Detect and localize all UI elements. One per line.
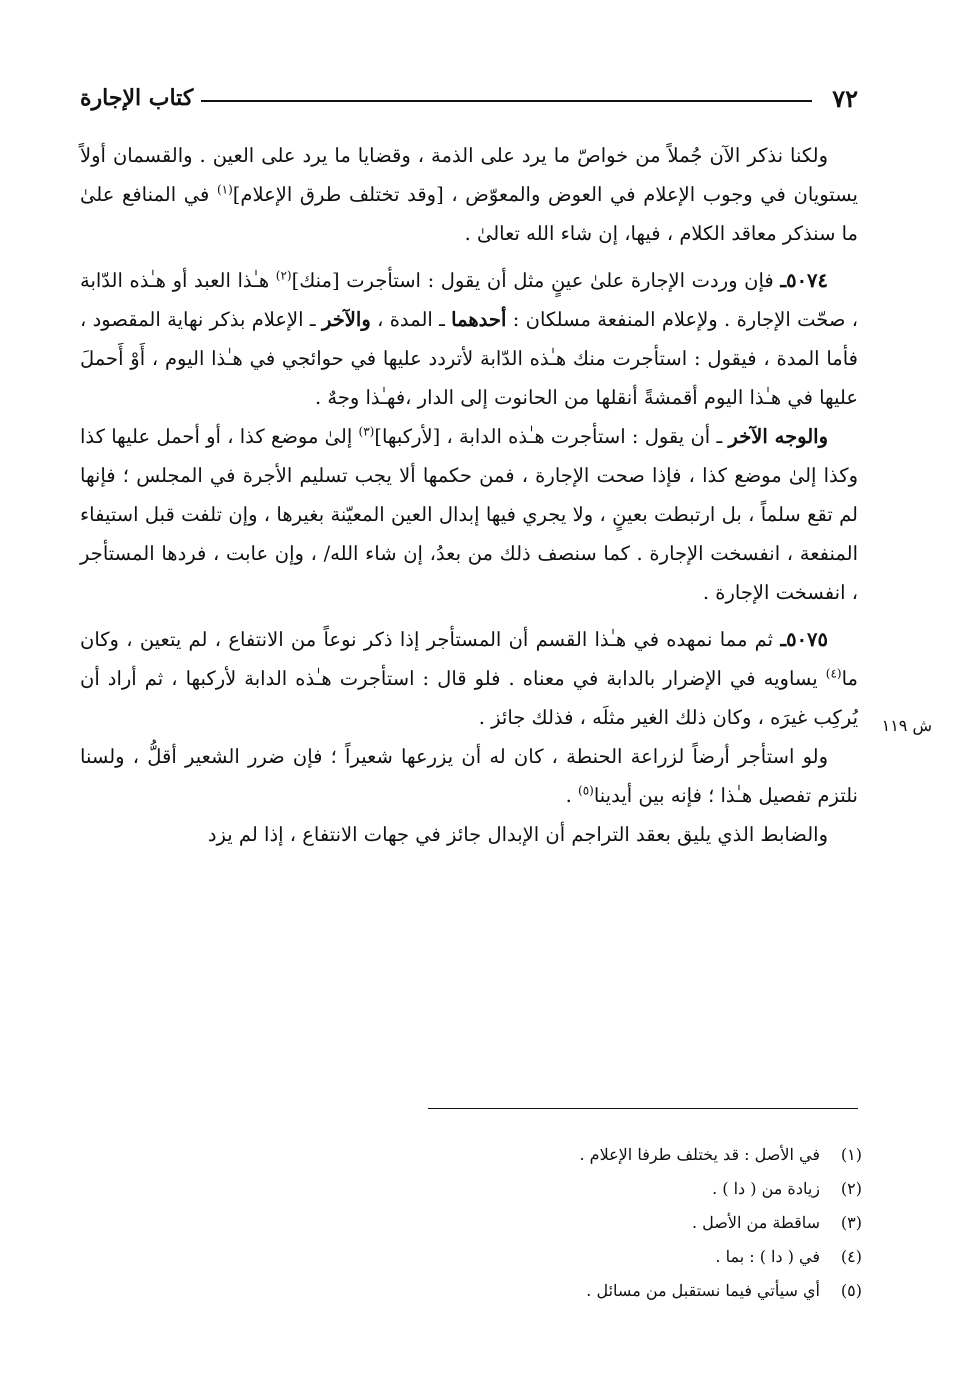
paragraph-intro: ولكنا نذكر الآن جُملاً من خواصّ ما يرد على الذمة ، وقضايا ما يرد على العين . والقسمان أولاً يستويان في وجوب الإعلام في العوض والمعوّض ، [وقد تختلف طرق الإعلام]$^{(١)}$ في المنافع علىٰ ما سنذكر معاقد الكلام ، فيها، إن شاء الله تعالىٰ . — [80, 144, 858, 245]
term-other-way: والوجه الآخر — [728, 425, 829, 448]
paragraph-5075: ٥٠٧٥ـ ثم مما نمهده في هـٰذا القسم أن المستأجر إذا ذكر نوعاً من الانتفاع ، لم يتعين ، وكان ما$^{(٤)}$ يساويه في الإضرار بالدابة في معناه . فلو قال : استأجرت هـٰذه الدابة لأركبها ، ثم أراد أن يُركِب غيرَه ، وكان ذلك الغير مثلَه ، فذلك جائز . — [80, 628, 858, 729]
footnote-ref-4: (٤) — [825, 666, 842, 681]
footnote-text: أي سيأتي فيما نستقبل من مسائل . — [586, 1281, 820, 1300]
paragraph-wheat: ولو استأجر أرضاً لزراعة الحنطة ، كان له أن يزرعها شعيراً ؛ فإن ضرر الشعير أقلُّ ، ولسنا نلتزم تفصيل هـٰذا ؛ فإنه بين أيدينا$^{(٥)}$ . — [80, 745, 858, 807]
footnote-divider — [428, 1108, 858, 1109]
term-second: والآخر — [321, 308, 371, 331]
footnote-ref-5: (٥) — [578, 783, 594, 798]
paragraph-rule: والضابط الذي يليق بعقد التراجم أن الإبدال جائز في جهات الانتفاع ، إذا لم يزد — [207, 823, 828, 846]
main-text — [80, 136, 858, 854]
footnote-item — [80, 1138, 862, 1172]
footnote-text: ساقطة من الأصل . — [692, 1213, 820, 1232]
footnote-number: (٤) — [840, 1247, 862, 1266]
running-header — [80, 78, 858, 118]
page-number: ٧٢ — [832, 83, 858, 113]
manuscript-margin-note: ش ١١٩ — [881, 716, 932, 735]
footnote-text: في ( دا ) : بما . — [715, 1247, 820, 1266]
term-first: أحدهما — [451, 308, 507, 331]
footnote-ref-2: (٢) — [275, 268, 292, 283]
paragraph-5074: ٥٠٧٤ـ فإن وردت الإجارة علىٰ عينٍ مثل أن يقول : استأجرت [منك]$^{(٢)}$ هـٰذا العبد أو هـٰذه الدّابة ، صحّت الإجارة . ولإعلام المنفعة مسلكان : أحدهما ـ المدة ، والآخر ـ الإعلام بذكر نهاية المقصود ، فأما المدة ، فيقول : استأجرت منك هـٰذه الدّابة لأتردد عليها في حوائجي في هـٰذا اليوم ، أَوْ أَحملَ عليها في هـٰذا اليوم أقمشةً أنقلها من الحانوت إلى الدار ،فهـٰذا وجهٌ . — [80, 268, 858, 409]
footnote-ref-3: (٣) — [358, 424, 375, 439]
book-title: كتاب الإجارة — [80, 85, 194, 111]
header-rule — [201, 100, 812, 102]
footnote-item — [80, 1274, 862, 1308]
footnote-number: (٢) — [840, 1179, 862, 1198]
footnote-item — [80, 1172, 862, 1206]
footnote-number: (١) — [840, 1145, 862, 1164]
footnote-number: (٣) — [840, 1213, 862, 1232]
footnote-item — [80, 1240, 862, 1274]
footnote-item — [80, 1206, 862, 1240]
section-number-5074: ٥٠٧٤ـ — [780, 269, 828, 292]
footnote-ref-1: (١) — [216, 182, 233, 197]
paragraph-other-way: والوجه الآخر ـ أن يقول : استأجرت هـٰذه الدابة ، [لأركبها]$^{(٣)}$ إلىٰ موضع كذا ، أو أحمل عليها كذا وكذا إلىٰ موضع كذا ، فإذا صحت الإجارة ، فمن حكمها ألا يجب تسليم الأجرة في المجلس ؛ فإنها لم تقع سلماً ، بل ارتبطت بعينٍ ، ولا يجري فيها إبدال العين المعيّنة بغيرها ، وإن تلفت قبل استيفاء المنفعة ، انفسخت الإجارة . كما سنصف ذلك من بعدُ، إن شاء الله/ ، وإن عابت ، فردها المستأجر ، انفسخت الإجارة . — [80, 424, 858, 604]
section-number-5075: ٥٠٧٥ـ — [780, 628, 828, 651]
footnote-text: زيادة من ( دا ) . — [712, 1179, 820, 1198]
footnote-number: (٥) — [840, 1281, 862, 1300]
footnotes — [80, 1138, 862, 1308]
footnote-text: في الأصل : قد يختلف طرفا الإعلام . — [579, 1145, 820, 1164]
